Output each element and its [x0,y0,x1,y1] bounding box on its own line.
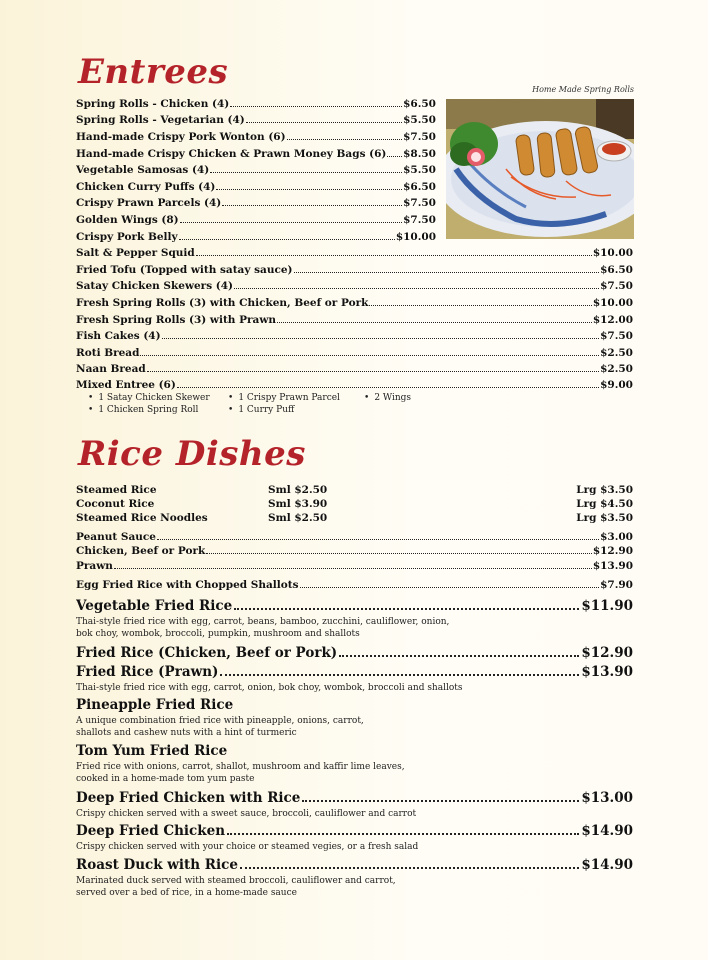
dot-leader [339,647,579,657]
item-price: $6.50 [403,98,436,110]
rice-dish-title: Pineapple Fried Rice [76,697,234,713]
side-name: Coconut Rice [76,498,155,510]
entree-row [76,181,436,193]
item-name: Mixed Entree (6) [76,379,176,391]
item-name: Fried Rice (Prawn) [76,664,219,680]
item-name: Vegetable Samosas (4) [76,164,210,176]
item-price: $7.50 [600,330,633,342]
dot-leader [157,532,599,540]
dot-leader [287,132,403,140]
mixed-item: • 1 Satay Chicken Skewer [88,393,210,403]
rice-dish-description: Thai-style fried rice with egg, carrot, onion, bok choy, wombok, broccoli and shallots [76,683,463,693]
rice-dish-description: shallots and cashew nuts with a hint of turmeric [76,728,297,738]
item-price: $7.90 [600,579,633,591]
rice-dish-description: Thai-style fried rice with egg, carrot, beans, bamboo, zucchini, cauliflower, onion, [76,617,450,627]
dot-leader [196,248,592,256]
mixed-entree-contents [88,393,488,419]
item-price: $12.90 [581,645,633,661]
item-name: Hand-made Crispy Pork Wonton (6) [76,131,286,143]
rice-dish-title: Tom Yum Fried Rice [76,743,228,759]
dot-leader [234,281,599,289]
side-small-price: Sml $2.50 [268,484,328,496]
item-price: $14.90 [581,857,633,873]
item-price: $5.50 [403,114,436,126]
item-name: Roti Bread [76,347,140,359]
item-name: Fish Cakes (4) [76,330,161,342]
dot-leader [216,182,402,190]
rice-dish-row [76,823,633,839]
item-price: $7.50 [403,197,436,209]
item-price: $13.00 [581,790,633,806]
rice-dish-row [76,598,633,614]
entree-row [76,314,633,326]
entree-row [76,379,633,391]
item-name: Chicken Curry Puffs (4) [76,181,216,193]
dot-leader [230,99,402,107]
item-price: $13.90 [592,560,633,572]
entree-row [76,131,436,143]
rice-extra-row [76,579,633,591]
item-name: Egg Fried Rice with Chopped Shallots [76,579,299,591]
dot-leader [222,198,402,206]
spring-rolls-illustration [446,99,634,239]
item-price: $9.00 [600,379,633,391]
spring-rolls-photo [446,99,634,239]
rice-dish-row [76,857,633,873]
item-name: Fried Rice (Chicken, Beef or Pork) [76,645,338,661]
rice-dish-description: Crispy chicken served with your choice or steamed vegies, or a fresh salad [76,842,419,852]
dot-leader [140,348,599,356]
entree-row [76,98,436,110]
mixed-item: • 1 Crispy Prawn Parcel [228,393,340,403]
item-name: Deep Fried Chicken with Rice [76,790,301,806]
dot-leader [234,600,579,610]
item-name: Spring Rolls - Chicken (4) [76,98,230,110]
item-name: Hand-made Crispy Chicken & Prawn Money Bags (6) [76,148,387,160]
entree-row [76,330,633,342]
item-name: Crispy Prawn Parcels (4) [76,197,222,209]
dot-leader [220,666,579,676]
dot-leader [162,331,600,339]
item-price: $12.00 [592,314,633,326]
mixed-item: • 2 Wings [364,393,411,403]
item-price: $13.90 [581,664,633,680]
item-name: Naan Bread [76,363,146,375]
rice-dish-description: A unique combination fried rice with pineapple, onions, carrot, [76,716,364,726]
item-price: $14.90 [581,823,633,839]
item-name: Crispy Pork Belly [76,231,178,243]
entree-row [76,214,436,226]
dot-leader [294,265,600,273]
dot-leader [277,315,592,323]
item-price: $12.90 [592,545,633,557]
side-name: Steamed Rice Noodles [76,512,208,524]
item-price: $10.00 [395,231,436,243]
side-large-price: Lrg $4.50 [576,498,633,510]
item-price: $5.50 [403,164,436,176]
entree-row [76,363,633,375]
rice-extra-row [76,531,633,543]
side-small-price: Sml $2.50 [268,512,328,524]
item-name: Golden Wings (8) [76,214,179,226]
dot-leader [210,165,402,173]
spring-rolls-photo-frame [446,85,634,241]
dot-leader [387,149,402,157]
item-price: $11.90 [581,598,633,614]
item-name: Satay Chicken Skewers (4) [76,280,234,292]
item-price: $2.50 [600,363,633,375]
item-name: Deep Fried Chicken [76,823,226,839]
dot-leader [179,232,395,240]
mixed-item: • 1 Chicken Spring Roll [88,405,198,415]
side-name: Steamed Rice [76,484,157,496]
item-price: $7.50 [403,214,436,226]
item-name: Vegetable Fried Rice [76,598,233,614]
entree-row [76,164,436,176]
entree-row [76,280,633,292]
dot-leader [114,561,592,569]
rice-dish-row [76,664,633,680]
item-name: Roast Duck with Rice [76,857,238,873]
item-price: $7.50 [403,131,436,143]
item-name: Fresh Spring Rolls (3) with Prawn [76,314,277,326]
rice-dish-description: bok choy, wombok, broccoli, pumpkin, mushroom and shallots [76,629,360,639]
rice-dish-row [76,645,633,661]
rice-dish-description: Crispy chicken served with a sweet sauce, broccoli, cauliflower and carrot [76,809,417,819]
dot-leader [240,859,579,869]
side-large-price: Lrg $3.50 [576,512,633,524]
entree-row [76,347,633,359]
rice-extra-row [76,560,633,572]
entree-row [76,197,436,209]
item-name: Fresh Spring Rolls (3) with Chicken, Beef or Pork [76,297,369,309]
item-price: $2.50 [600,347,633,359]
dot-leader [180,215,402,223]
item-price: $7.50 [600,280,633,292]
item-name: Salt & Pepper Squid [76,247,195,259]
item-name: Fried Tofu (Topped with satay sauce) [76,264,293,276]
rice-dish-row [76,790,633,806]
entree-row [76,247,633,259]
entree-row [76,114,436,126]
rice-dish-description: Marinated duck served with steamed broccoli, cauliflower and carrot, [76,876,396,886]
dot-leader [227,825,579,835]
dot-leader [147,364,599,372]
rice-dish-description: cooked in a home-made tom yum paste [76,774,255,784]
entree-row [76,264,633,276]
entree-row [76,231,436,243]
entree-row [76,148,436,160]
rice-dish-description: Fried rice with onions, carrot, shallot, mushroom and kaffir lime leaves, [76,762,405,772]
rice-dish-description: served over a bed of rice, in a home-made sauce [76,888,297,898]
entrees-title: Entrees [78,52,229,92]
item-price: $6.50 [403,181,436,193]
dot-leader [369,298,591,306]
item-name: Prawn [76,560,113,572]
dot-leader [302,792,579,802]
item-price: $3.00 [600,531,633,543]
dot-leader [300,580,600,588]
item-price: $8.50 [403,148,436,160]
dot-leader [206,546,592,554]
item-price: $6.50 [600,264,633,276]
item-name: Chicken, Beef or Pork [76,545,206,557]
dot-leader [177,380,599,388]
rice-dishes-title: Rice Dishes [78,434,306,474]
item-name: Spring Rolls - Vegetarian (4) [76,114,245,126]
item-price: $10.00 [592,247,633,259]
mixed-item: • 1 Curry Puff [228,405,294,415]
item-price: $10.00 [592,297,633,309]
dot-leader [246,115,402,123]
item-name: Peanut Sauce [76,531,156,543]
rice-extra-row [76,545,633,557]
side-small-price: Sml $3.90 [268,498,328,510]
photo-caption: Home Made Spring Rolls [532,85,634,94]
entree-row [76,297,633,309]
side-large-price: Lrg $3.50 [576,484,633,496]
